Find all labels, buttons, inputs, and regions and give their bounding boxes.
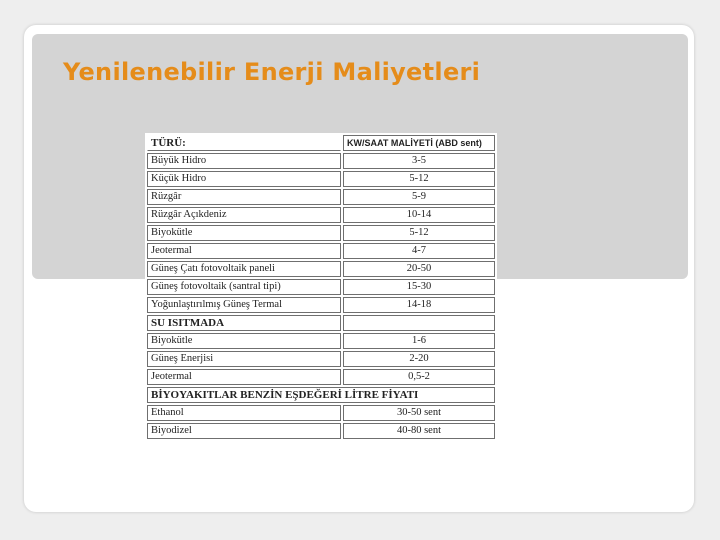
table-row [147,297,495,313]
table-row [147,423,495,439]
row-type: Yoğunlaştırılmış Güneş Termal [147,297,341,313]
row-value: 20-50 [343,261,495,277]
row-type: Güneş Enerjisi [147,351,341,367]
row-type: Ethanol [147,405,341,421]
table-row [147,189,495,205]
row-value: 3-5 [343,153,495,169]
row-value: 1-6 [343,333,495,349]
row-type: Rüzgâr [147,189,341,205]
table-row [147,207,495,223]
section-heading: SU ISITMADA [147,315,341,331]
row-value: 30-50 sent [343,405,495,421]
table-row [147,171,495,187]
cost-table [145,133,497,441]
table-row [147,279,495,295]
row-type: Küçük Hidro [147,171,341,187]
table-row [147,333,495,349]
section-row-fuel [147,387,495,403]
row-value: 40-80 sent [343,423,495,439]
row-value: 15-30 [343,279,495,295]
table-row [147,261,495,277]
cost-table-image [145,133,497,441]
table-row [147,369,495,385]
row-type: Biyokütle [147,333,341,349]
section-empty-cell [343,315,495,331]
table-row [147,405,495,421]
row-type: Büyük Hidro [147,153,341,169]
row-value: 4-7 [343,243,495,259]
row-value: 10-14 [343,207,495,223]
row-type: Güneş fotovoltaik (santral tipi) [147,279,341,295]
header-cost: KW/SAAT MALİYETİ (ABD sent) [343,135,495,151]
row-value: 5-12 [343,225,495,241]
row-type: Rüzgâr Açıkdeniz [147,207,341,223]
row-value: 5-12 [343,171,495,187]
row-type: Jeotermal [147,243,341,259]
section-row-heat [147,315,495,331]
row-type: Biyodizel [147,423,341,439]
slide-title: Yenilenebilir Enerji Maliyetleri [63,58,481,86]
row-value: 5-9 [343,189,495,205]
section-heading: BİYOYAKITLAR BENZİN EŞDEĞERİ LİTRE FİYATI [147,387,495,403]
row-type: Jeotermal [147,369,341,385]
table-header-row [147,135,495,151]
row-value: 0,5-2 [343,369,495,385]
table-row [147,243,495,259]
header-type: TÜRÜ: [147,135,341,151]
table-row [147,225,495,241]
table-row [147,153,495,169]
row-value: 2-20 [343,351,495,367]
row-value: 14-18 [343,297,495,313]
row-type: Biyokütle [147,225,341,241]
table-row [147,351,495,367]
row-type: Güneş Çatı fotovoltaik paneli [147,261,341,277]
